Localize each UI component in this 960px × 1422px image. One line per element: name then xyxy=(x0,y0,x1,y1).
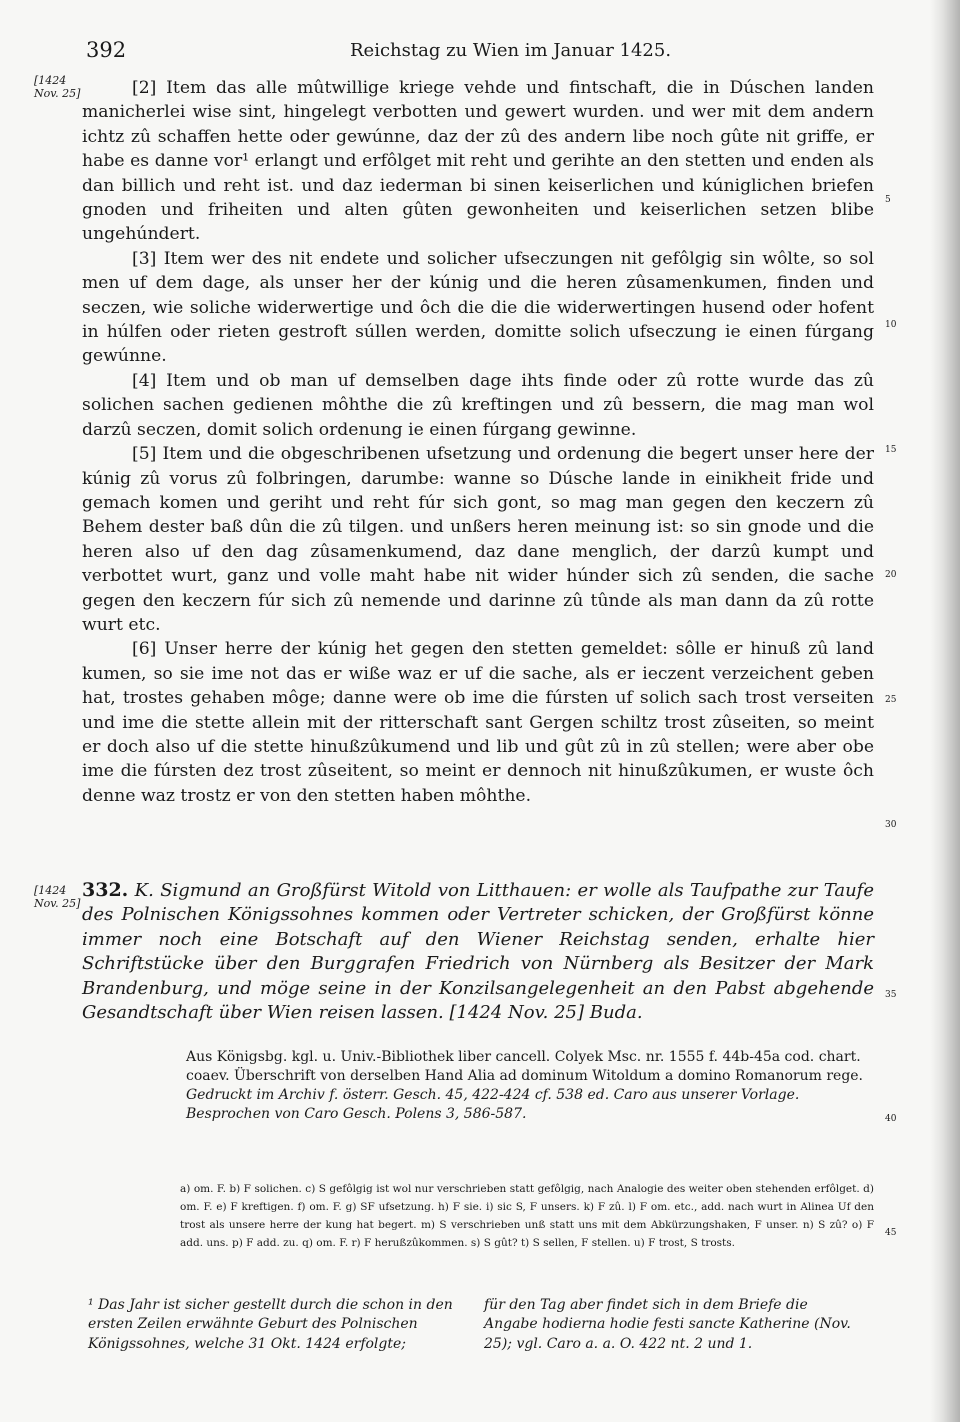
source-printed: Gedruckt im Archiv f. österr. Gesch. 45, 422-424 cf. 538 ed. Caro aus unserer Vorlage. xyxy=(186,1087,800,1103)
line-number: 30 xyxy=(885,820,897,830)
line-number: 10 xyxy=(885,320,897,330)
paragraph-3: [3] Item wer des nit endete und solicher ufseczungen nit gefôlgig sin wôlte, so sol men uf dem dage, als unser her der kúnig und die heren zûsamenkumen, finden und seczen, wie soliche widerwertige und ôch die die die widerwertingen husend oder hofent in húlfen oder rieten gestroft súllen werden, domitte solich ufseczung ie einen fúrgang gewúnne. xyxy=(82,248,874,367)
line-number: 35 xyxy=(885,990,897,1000)
document-number: 332. xyxy=(82,879,129,901)
running-title: Reichstag zu Wien im Januar 1425. xyxy=(350,40,672,61)
source-discussed: Besprochen von Caro Gesch. Polens 3, 586-587. xyxy=(186,1106,527,1122)
paragraph-4: [4] Item und ob man uf demselben dage ihts finde oder zû rotte wurde das zû solichen sachen gedienen môhthe die zû kreftingen und zû bessern, die mag man wol darzû seczen, domit solich ordenung ie einen fúrgang gewinne. xyxy=(82,370,874,440)
source-notes xyxy=(186,1048,874,1124)
paragraph-2: [2] Item das alle mûtwillige kriege vehde und fintschaft, die in Dúschen landen manicherlei wise sint, hingelegt verbotten und gewert wurden. und wer mit dem andern ichtz zû schaffen hette oder gewúnne, daz der zû des andern libe noch gûte nit griffe, er habe es danne vor¹ erlangt und erfôlget mit reht und gerihte an den stetten und enden als dan billich und reht ist. und daz iederman bi sinen keiserlichen und kúniglichen briefen gnoden und friheiten und alten gûten gewonheiten und keiserlichen setzen blibe ungehúndert. xyxy=(82,78,874,245)
margin-date-2: [1424 Nov. 25] xyxy=(34,884,81,910)
critical-apparatus: a) om. F. b) F solichen. c) S gefôlgig ist wol nur verschrieben statt gefôlgig, nach Analogie des weiter oben stehenden erfôlget. d) om. F. e) F kreftigen. f) om. F. g) SF ufsetzung. h) F sie. i) sic S, F unsers. k) F zû. l) F om. etc., add. nach wurt in Alinea Uf den trost als unsere herre der kung hat begert. m) S verschrieben unß statt uns mit dem Abkürzungshaken, F unser. n) S zû? o) F add. uns. p) F add. zu. q) om. F. r) F herußzûkommen. s) S gût? t) S sellen, F stellen. u) F trost, S trosts. xyxy=(180,1183,874,1249)
source-manuscript: Aus Königsbg. kgl. u. Univ.-Bibliothek liber cancell. Colyek Msc. nr. 1555 f. 44b-45a cod. chart. coaev. Überschrift von derselben Hand Alia ad dominum Witoldum a domino Romanorum rege. xyxy=(186,1049,864,1084)
page-edge-shadow xyxy=(930,0,960,1422)
main-text xyxy=(82,76,874,808)
document-title: K. Sigmund an Großfürst Witold von Litthauen: er wolle als Taufpathe zur Taufe des Polnischen Königssohnes kommen oder Vertreter schicken, der Großfürst könne immer noch eine Botschaft auf den Wiener Reichstag senden, erhalte hier Schriftstücke über den Burggrafen Friedrich von Nürnberg als Besitzer der Mark Brandenburg, und möge seine in der Konzilsangelegenheit an den Pabst abgehende Gesandtschaft über Wien reisen lassen. [1424 Nov. 25] Buda. xyxy=(82,880,874,1024)
margin-date-1: [1424 Nov. 25] xyxy=(34,74,81,100)
paragraph-5: [5] Item und die obgeschribenen ufsetzung und ordenung die begert unser here der kúnig zû vorus zû folbringen, darumbe: wanne so Dúsche lande in einikheit fride und gemach komen und geriht und reht fúr sich gont, so mag man gegen den keczern zû Behem dester baß dûn die zû tilgen. und unßers heren meinung ist: so sin gnode und die heren also uf den dag zûsamenkumend, daz dane menglich, der darzû kumpt und verbottet wurt, ganz und volle maht habe nit wider húnder sich zû senden, die sache gegen den keczern fúr sich zû nemende und darinne zû tûnde als man dann da zû rotte wurt etc. xyxy=(82,444,874,635)
line-number: 15 xyxy=(885,445,897,455)
page-number: 392 xyxy=(86,38,127,62)
footnote-right: für den Tag aber findet sich in dem Briefe die Angabe hodierna hodie festi sancte Katherine (Nov. 25); vgl. Caro a. a. O. 422 nt. 2 und 1. xyxy=(484,1297,851,1352)
paragraph-6: [6] Unser herre der kúnig het gegen den stetten gemeldet: sôlle er hinuß zû land kumen, so sie ime not das er wiße waz er uf die sache, als er ieczent verzeichent geben hat, trostes gehaben môge; danne were ob ime die fúrsten uf solich sach trost verseiten und ime die stette allein mit der ritterschaft sant Gergen schiltz trost zûseiten, so meint er doch also uf die stette hinußzûkumend und lib und gût zû in zû stellen; were aber obe ime die fúrsten dez trost zûseitent, so meint er dennoch nit hinußzûkumen, er wuste ôch denne waz trostz er von den stetten haben môhthe. xyxy=(82,639,874,806)
line-number: 20 xyxy=(885,570,897,580)
footnote-left: ¹ Das Jahr ist sicher gestellt durch die schon in den ersten Zeilen erwähnte Geburt des Polnischen Königssohnes, welche 31 Okt. 1424 erfolgte; xyxy=(88,1297,453,1352)
line-number: 25 xyxy=(885,695,897,705)
line-number: 5 xyxy=(885,195,891,205)
document-heading xyxy=(82,878,874,1025)
line-number: 45 xyxy=(885,1228,897,1238)
line-number: 40 xyxy=(885,1114,897,1124)
